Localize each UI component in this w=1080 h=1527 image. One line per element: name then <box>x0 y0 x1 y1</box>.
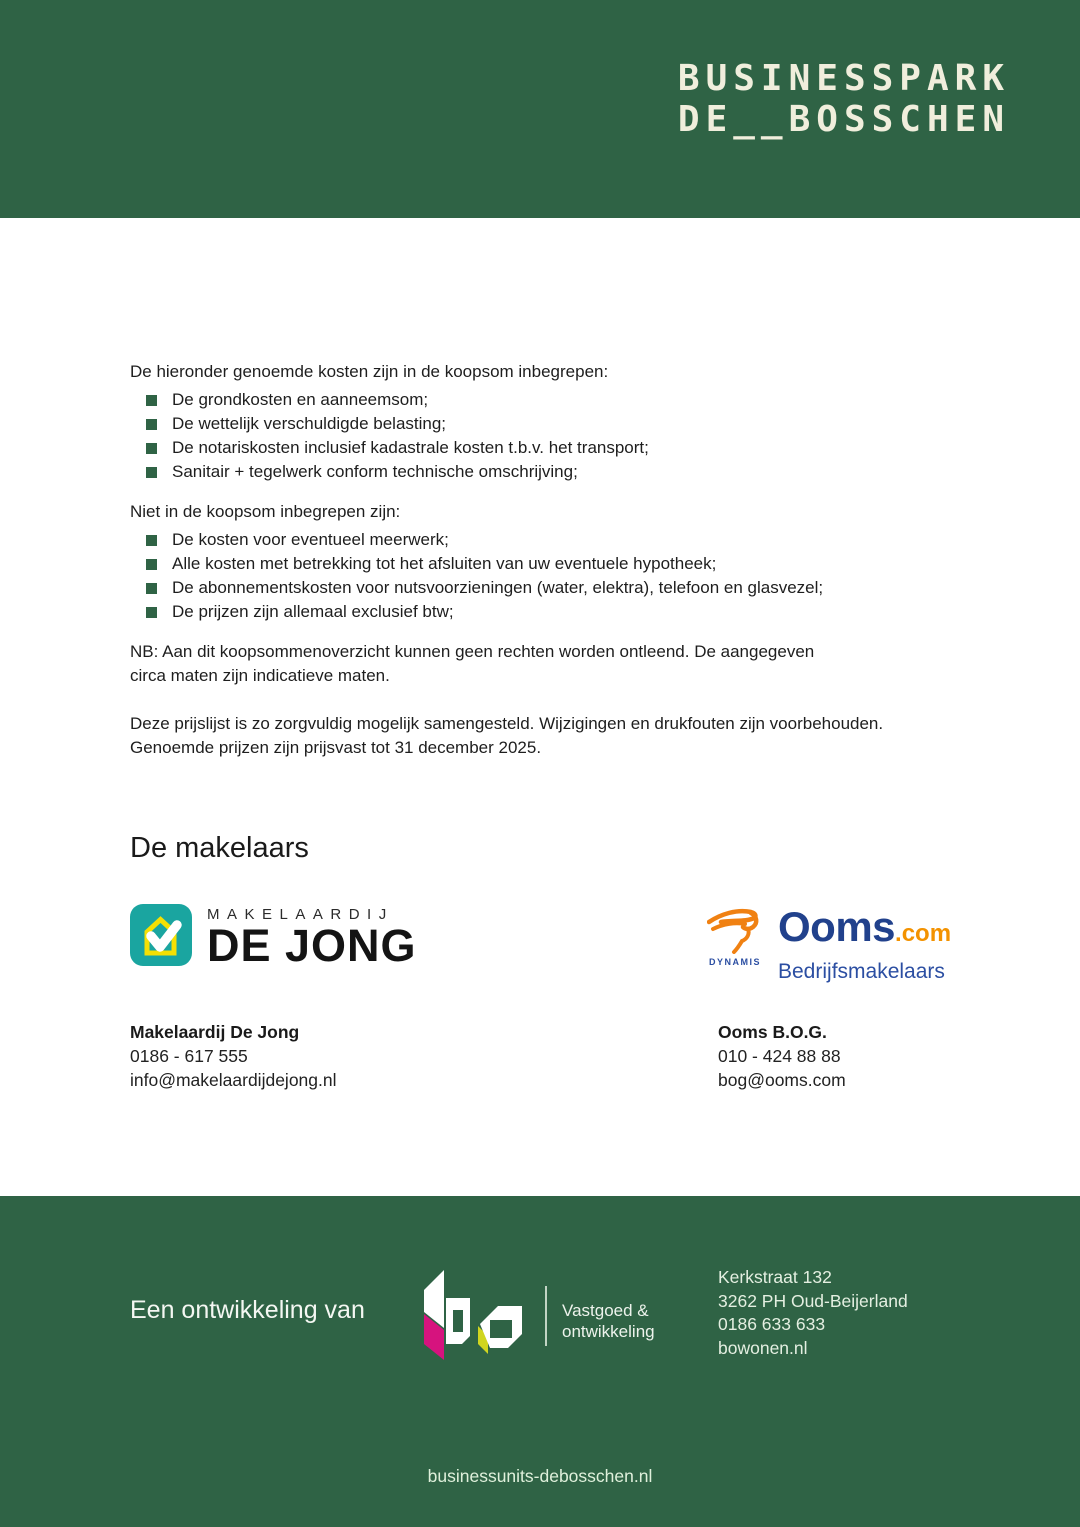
dynamis-label: DYNAMIS <box>708 957 761 967</box>
dejong-logo-text <box>207 904 417 971</box>
excluded-costs-list <box>130 528 950 624</box>
dejong-contact <box>130 1020 718 1092</box>
disclaimer-note <box>130 712 950 760</box>
ooms-contact-phone: 010 - 424 88 88 <box>718 1046 841 1066</box>
ooms-contact-email-link[interactable]: bog@ooms.com <box>718 1070 846 1090</box>
ooms-wordmark-name: Ooms <box>778 903 896 950</box>
disclaimer-line1: Deze prijslijst is zo zorgvuldig mogelijk samengesteld. Wijzigingen en drukfouten zijn voorbehouden. <box>130 714 884 733</box>
address-street: Kerkstraat 132 <box>718 1267 832 1287</box>
broker-contacts-row <box>130 1020 950 1092</box>
dejong-contact-phone: 0186 - 617 555 <box>130 1046 248 1066</box>
ooms-wordmark <box>778 903 952 954</box>
ooms-logo-text <box>778 904 951 984</box>
dejong-contact-name: Makelaardij De Jong <box>130 1022 300 1042</box>
address-phone: 0186 633 633 <box>718 1314 826 1334</box>
list-item: Sanitair + tegelwerk conform technische omschrijving; <box>130 460 950 484</box>
bowonen-link[interactable]: bowonen.nl <box>718 1337 808 1358</box>
dynamis-mark <box>702 904 768 967</box>
nb-note-line2: circa maten zijn indicatieve maten. <box>130 666 390 685</box>
bo-logo-divider <box>545 1286 547 1346</box>
bo-tagline-line1: Vastgoed & <box>562 1301 649 1320</box>
dejong-logo-wordmark-top: MAKELAARDIJ <box>207 906 394 923</box>
bo-tagline <box>562 1300 655 1342</box>
list-item: De abonnementskosten voor nutsvoorzieningen (water, elektra), telefoon en glasvezel; <box>130 576 950 600</box>
nb-note-line1: NB: Aan dit koopsommenoverzicht kunnen geen rechten worden ontleend. De aangegeven <box>130 642 815 661</box>
list-item: De wettelijk verschuldigde belasting; <box>130 412 950 436</box>
dejong-logo-column <box>130 904 702 971</box>
list-item: De grondkosten en aanneemsom; <box>130 388 950 412</box>
address-city: 3262 PH Oud-Beijerland <box>718 1290 908 1311</box>
businesspark-logo-line1: BUSINESSPARK <box>677 58 1010 99</box>
ooms-logo <box>702 904 951 984</box>
brokers-heading: De makelaars <box>130 832 309 864</box>
excluded-costs-intro: Niet in de koopsom inbegrepen zijn: <box>130 502 401 521</box>
footer-website-link[interactable]: businessunits-debosschen.nl <box>427 1466 653 1486</box>
ooms-wordmark-subtitle: Bedrijfsmakelaars <box>778 960 945 983</box>
list-item: De prijzen zijn allemaal exclusief btw; <box>130 600 950 624</box>
bo-tagline-line2: ontwikkeling <box>562 1322 655 1341</box>
dejong-contact-email-link[interactable]: info@makelaardijdejong.nl <box>130 1070 337 1090</box>
businesspark-de-bosschen-logo <box>678 58 1010 140</box>
ooms-logo-column <box>702 904 951 984</box>
list-item: De kosten voor eventueel meerwerk; <box>130 528 950 552</box>
bo-monogram-logo <box>424 1268 524 1360</box>
ooms-wordmark-tld: .com <box>895 920 952 947</box>
included-costs-list <box>130 388 950 484</box>
footer-address <box>718 1266 908 1360</box>
included-costs-intro: De hieronder genoemde kosten zijn in de koopsom inbegrepen: <box>130 362 609 381</box>
dejong-logo-wordmark-bottom: DE JONG <box>207 920 417 971</box>
businesspark-logo-line2: DE__BOSSCHEN <box>677 99 1010 140</box>
ooms-contact-name: Ooms B.O.G. <box>718 1022 827 1042</box>
dynamis-swoosh-icon <box>707 906 763 954</box>
broker-logos-row <box>130 904 950 984</box>
list-item: De notariskosten inclusief kadastrale kosten t.b.v. het transport; <box>130 436 950 460</box>
house-check-icon <box>130 904 192 966</box>
page-content <box>0 218 1080 1092</box>
ooms-contact <box>718 1020 950 1092</box>
footer-band <box>0 1196 1080 1527</box>
dejong-logo <box>130 904 702 971</box>
header-band <box>0 0 1080 218</box>
development-label: Een ontwikkeling van <box>130 1296 365 1324</box>
footer-website <box>0 1466 1080 1487</box>
disclaimer-line2: Genoemde prijzen zijn prijsvast tot 31 december 2025. <box>130 738 542 757</box>
list-item: Alle kosten met betrekking tot het afsluiten van uw eventuele hypotheek; <box>130 552 950 576</box>
nb-note <box>130 640 950 688</box>
